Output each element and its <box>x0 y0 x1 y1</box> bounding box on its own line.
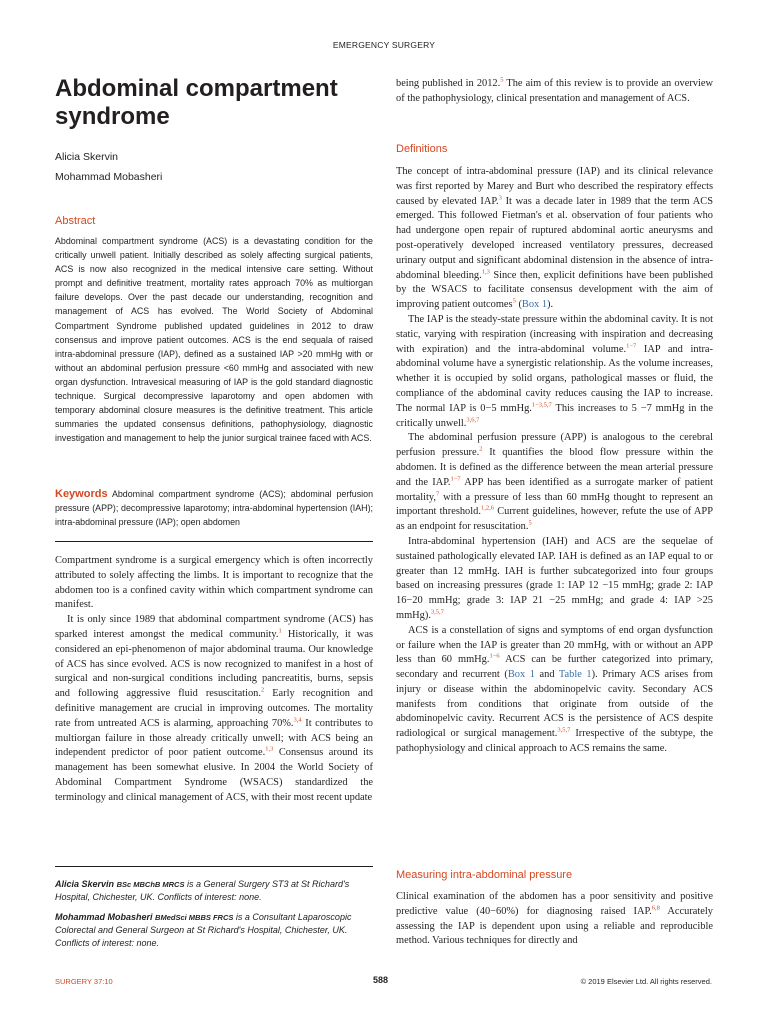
citation[interactable]: 1−3,5,7 <box>531 401 552 409</box>
measuring-body <box>396 890 713 949</box>
section-divider <box>55 541 373 542</box>
author-note-1 <box>55 878 373 904</box>
author-note-text: is a General Surgery ST3 at St Richard's Hospital, Chichester, UK. Conflicts of interest: none. <box>55 879 350 902</box>
citation[interactable]: 5 <box>528 519 532 527</box>
citation[interactable]: 3,6,7 <box>466 416 480 424</box>
definitions-heading: Definitions <box>396 143 448 155</box>
citation[interactable]: 1,3 <box>265 745 274 753</box>
author-note-degrees: BMedSci MBBS FRCS <box>155 913 234 922</box>
left-column-body <box>55 554 373 806</box>
intro-paragraph: being published in 2012.$^5$ The aim of this review is to provide an overview of the pathophysiology, clinical presentation and management of ACS. <box>396 76 713 104</box>
citation[interactable]: 1−7 <box>450 475 461 483</box>
abstract-text: Abdominal compartment syndrome (ACS) is a devastating condition for the critically unwell patient. Initially described as solely affecting surgical patients, ACS is now also recognized in the medical intensive care setting. Without prompt and definitive treatment, mortality rates approach 70% as multiorgan failure develops. Over the past decade our understanding, recognition and management of ACS has evolved. The World Society of Abdominal Compartment Syndrome published updated guidelines in 2012 to draw consensus and improve patient outcomes. ACS is the end sequala of raised intra-abdominal pressure (IAP), defined as a sustained IAP >20 mmHg with or without an abdominal perfusion pressure <60 mmHg and associated with new organ dysfunction. Intravesical measuring of IAP is the gold standard diagnostic technique. Surgical decompressive laparotomy and open abdomen with temporary abdominal closure measures is the definitive treatment. This article summaries the updated consensus definitions, pathophysiology, diagnostic investigation and management to help the junior surgical trainee faced with ACS. <box>55 236 373 444</box>
definitions-paragraph-2: The IAP is the steady-state pressure within the abdominal cavity. It is not static, varying with respiration (increasing with inspiration and decreasing with expiration) and the intra-abdominal volume.$^{1-7}$ IAP and intra-abdominal volume have a synergistic relationship. As the volume increases, whether it is occupied by solid organs, pathological masses or fluid, the compliance of the abdominal cavity reduces causing the IAP to increase. The normal IAP is 0−5 mmHg.$^{1-3,5,7}$ This increases to 5 −7 mmHg in the critically unwell.$^{3,6,7}$ <box>396 313 713 429</box>
citation[interactable]: 7 <box>436 490 440 498</box>
definitions-paragraph-4: Intra-abdominal hypertension (IAH) and ACS are the sequelae of sustained pathologically elevated IAP. IAH is defined as an IAP equal to or greater than 12 mmHg. IAH is further subcategorized into four groups based on increasing pressures (grade 1: IAP 12 −15 mmHg; grade 2: IAP 16−20 mmHg; grade 3: IAP 21 −25 mmHg; and grade 4: IAP >25 mmHg).$^{3,5,7}$ <box>396 535 713 621</box>
citation[interactable]: 6,8 <box>651 904 660 912</box>
citation[interactable]: 1−6 <box>489 652 500 660</box>
citation[interactable]: 5 <box>512 297 516 305</box>
citation[interactable]: 3,5,7 <box>557 726 571 734</box>
footer-copyright: © 2019 Elsevier Ltd. All rights reserved. <box>580 977 712 986</box>
definitions-paragraph-1: The concept of intra-abdominal pressure (IAP) and its clinical relevance was first reported by Marey and Burt who described the respiratory effects caused by elevated IAP.$^3$ It was a decade later in 1989 that the term ACS emerged. This followed Fietman's et al. observation of four patients who had undergone open repair of ruptured abdominal aortic aneurysms and post-operatively developed increased ventilatory pressures, decreased urinary output and significant abdominal distension in the absence of intra-abdominal bleeding.$^{1,3}$ Since then, explicit definitions have been published by the WSACS to facilitate consensus development with the aim of improving patient outcomes$^5$ (Box 1). <box>396 166 713 311</box>
right-intro <box>396 77 713 107</box>
definitions-body <box>396 165 713 757</box>
definitions-paragraph-3: The abdominal perfusion pressure (APP) is analogous to the cerebral perfusion pressure.$^2$ It quantifies the blood flow pressure within the abdomen. It is defined as the difference between the mean arterial pressure and the IAP.$^{1-7}$ APP has been identified as a surrogate marker of patient mortality,$^7$ with a pressure of less than 60 mmHg thought to represent an important threshold.$^{1,2,6}$ Current guidelines, however, refute the use of APP as an endpoint for resuscitation.$^5$ <box>396 432 714 533</box>
running-header: EMERGENCY SURGERY <box>332 40 436 50</box>
box-1-link[interactable]: Box 1 <box>507 669 535 681</box>
author-note-name: Mohammad Mobasheri <box>55 912 153 922</box>
citation[interactable]: 2 <box>479 445 483 453</box>
box-1-link[interactable]: Box 1 <box>521 299 548 311</box>
author-2: Mohammad Mobasheri <box>55 171 163 183</box>
footer-journal: SURGERY 37:10 <box>55 977 113 986</box>
author-note-text: is a Consultant Laparoscopic Colorectal and General Surgeon at St Richard's Hospital, Chichester, UK. Conflicts of interest: none. <box>55 912 352 948</box>
citation[interactable]: 3 <box>498 194 502 202</box>
definitions-paragraph-5: ACS is a constellation of signs and symptoms of end organ dysfunction or failure when the IAP is greater than 20 mmHg, with or without an APP less than 60 mmHg.$^{1-6}$ ACS can be further categorized into primary, secondary and recurrent (Box 1 and Table 1). Primary ACS arises from injury or disease within the abdominopelvic cavity. Secondary ACS manifests from conditions that originate from outside of the abdominopelvic cavity. Recurrent ACS is the persistence of ACS despite radiological or surgical management.$^{3,5,7}$ Irrespective of the subtype, the pathophysiology and clinical approach to ACS remains the same. <box>396 624 713 755</box>
keywords-text: Abdominal compartment syndrome (ACS); abdominal perfusion pressure (APP); decompressive laparotomy; intra-abdominal hypertension (IAH); intra-abdominal pressure (IAP); open abdomen <box>55 489 373 528</box>
left-paragraph-1: Compartment syndrome is a surgical emergency which is often incorrectly attributed to solely affecting the limbs. It is important to recognize that the abdomen too is a confined cavity within which compartment syndrome can manifest. <box>55 555 373 611</box>
citation[interactable]: 3,5,7 <box>430 608 444 616</box>
measuring-heading: Measuring intra-abdominal pressure <box>396 869 573 881</box>
citation[interactable]: 1,2,6 <box>480 504 494 512</box>
author-note-2 <box>55 911 373 950</box>
measuring-paragraph-1: Clinical examination of the abdomen has a poor sensitivity and positive predictive value (40−60%) for diagnosing raised IAP.$^{6,8}$ Accurately assessing the IAP is dependent upon using a reliable and reproducible method. Various techniques for directly and <box>396 891 714 947</box>
author-notes-divider <box>55 866 373 867</box>
citation[interactable]: 1−7 <box>626 342 637 350</box>
author-note-name: Alicia Skervin <box>55 879 115 889</box>
left-paragraph-2: It is only since 1989 that abdominal compartment syndrome (ACS) has sparked interest amongst the medical community.$^1$ Historically, it was considered an epi-phenomenon of major abdominal trauma. Our knowledge of ACS has since evolved. ACS is now recognized to manifest in a host of surgical and non-surgical conditions including pancreatitis, burns, sepsis and following aggressive fluid resuscitation.$^2$ Early recognition and definitive management are crucial in improving outcomes. The mortality rate from untreated ACS is alarming, approaching 70%.$^{3,4}$ It contributes to multiorgan failure in those already critically unwell; with ACS being an independent predictor of poor patient outcome.$^{1,3}$ Consensus around its management has been somewhat elusive. In 2004 the World Society of Abdominal Compartment Syndrome (WSACS) standardized the terminology and clinical management of ACS, with their most recent update <box>55 614 373 803</box>
citation[interactable]: 5 <box>500 76 504 84</box>
author-note-degrees: BSc MBChB MRCS <box>116 880 185 889</box>
citation[interactable]: 3,4 <box>293 716 302 724</box>
keywords-label: Keywords <box>55 488 108 500</box>
article-title: Abdominal compartment syndrome <box>55 75 338 130</box>
citation[interactable]: 1,3 <box>481 268 490 276</box>
abstract-heading: Abstract <box>55 215 96 227</box>
keywords-block <box>55 487 373 529</box>
author-1: Alicia Skervin <box>55 151 119 163</box>
citation[interactable]: 2 <box>260 686 265 694</box>
citation[interactable]: 1 <box>278 627 282 635</box>
footer-page-number: 588 <box>373 975 389 985</box>
table-1-link[interactable]: Table 1 <box>558 669 592 681</box>
